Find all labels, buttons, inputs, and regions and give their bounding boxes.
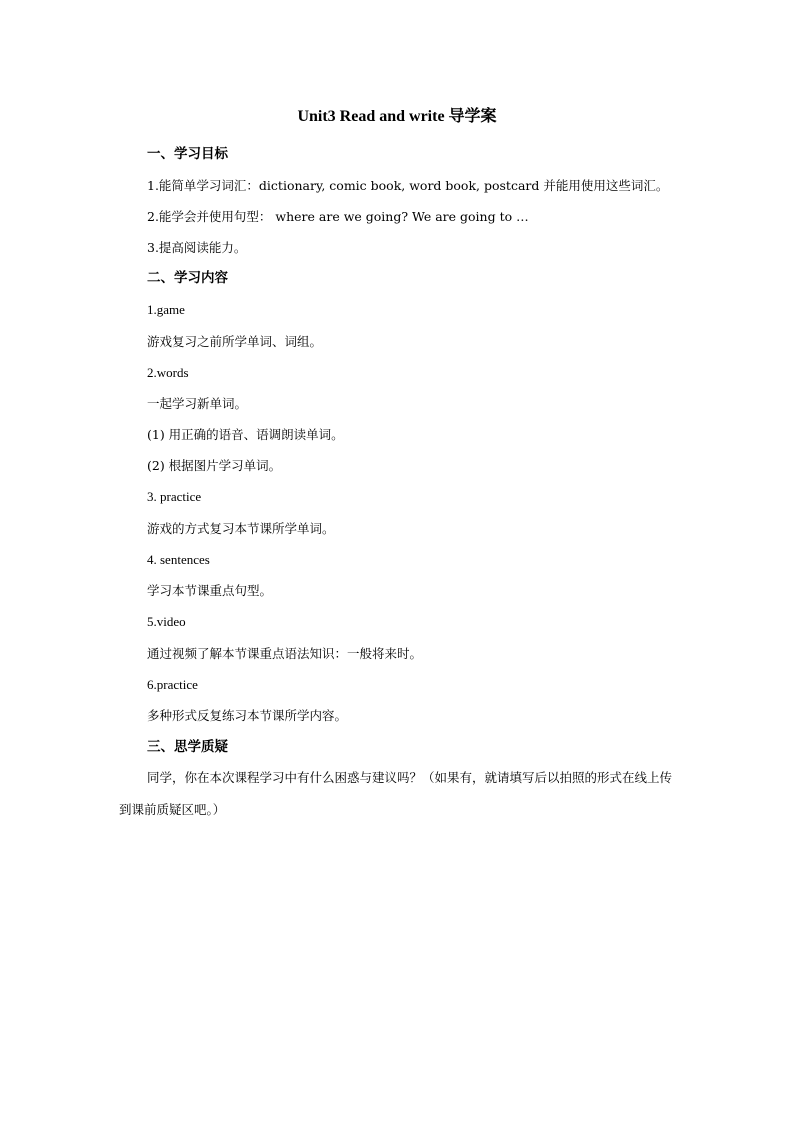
content-item-video-desc: 通过视频了解本节课重点语法知识：一般将来时。 [147, 646, 423, 661]
content-item-practice2-desc: 多种形式反复练习本节课所学内容。 [147, 708, 348, 723]
goal-item-3: 3.提高阅读能力。 [147, 240, 247, 255]
content-item-words: 2.words [147, 365, 189, 380]
content-item-practice-desc: 游戏的方式复习本节课所学单词。 [147, 521, 335, 536]
content-item-practice2: 6.practice [147, 677, 198, 692]
content-item-game-desc: 游戏复习之前所学单词、词组。 [147, 334, 323, 349]
content-item-video: 5.video [147, 614, 186, 629]
content-item-words-sub2: (2) 根据图片学习单词。 [147, 458, 282, 473]
content-item-practice: 3. practice [147, 489, 202, 504]
section-heading-questions: 三、思学质疑 [147, 739, 228, 755]
document-title: Unit3 Read and write 导学案 [297, 108, 497, 125]
content-item-game: 1.game [147, 302, 185, 317]
section-heading-content: 二、学习内容 [147, 270, 228, 286]
section-heading-goals: 一、学习目标 [147, 146, 228, 162]
goal-item-2: 2.能学会并使用句型： where are we going? We are going to … [147, 209, 529, 224]
questions-paragraph: 同学，你在本次课程学习中有什么困惑与建议吗？（如果有，就请填写后以拍照的形式在线上传到课前质疑区吧。） [119, 770, 673, 817]
goal-item-1: 1.能简单学习词汇：dictionary, comic book, word book, postcard 并能用使用这些词汇。 [147, 178, 669, 193]
content-item-words-sub1: (1) 用正确的语音、语调朗读单词。 [147, 427, 344, 442]
content-item-words-desc: 一起学习新单词。 [147, 396, 248, 411]
content-item-sentences-desc: 学习本节课重点句型。 [147, 583, 273, 598]
content-item-sentences: 4. sentences [147, 552, 210, 567]
